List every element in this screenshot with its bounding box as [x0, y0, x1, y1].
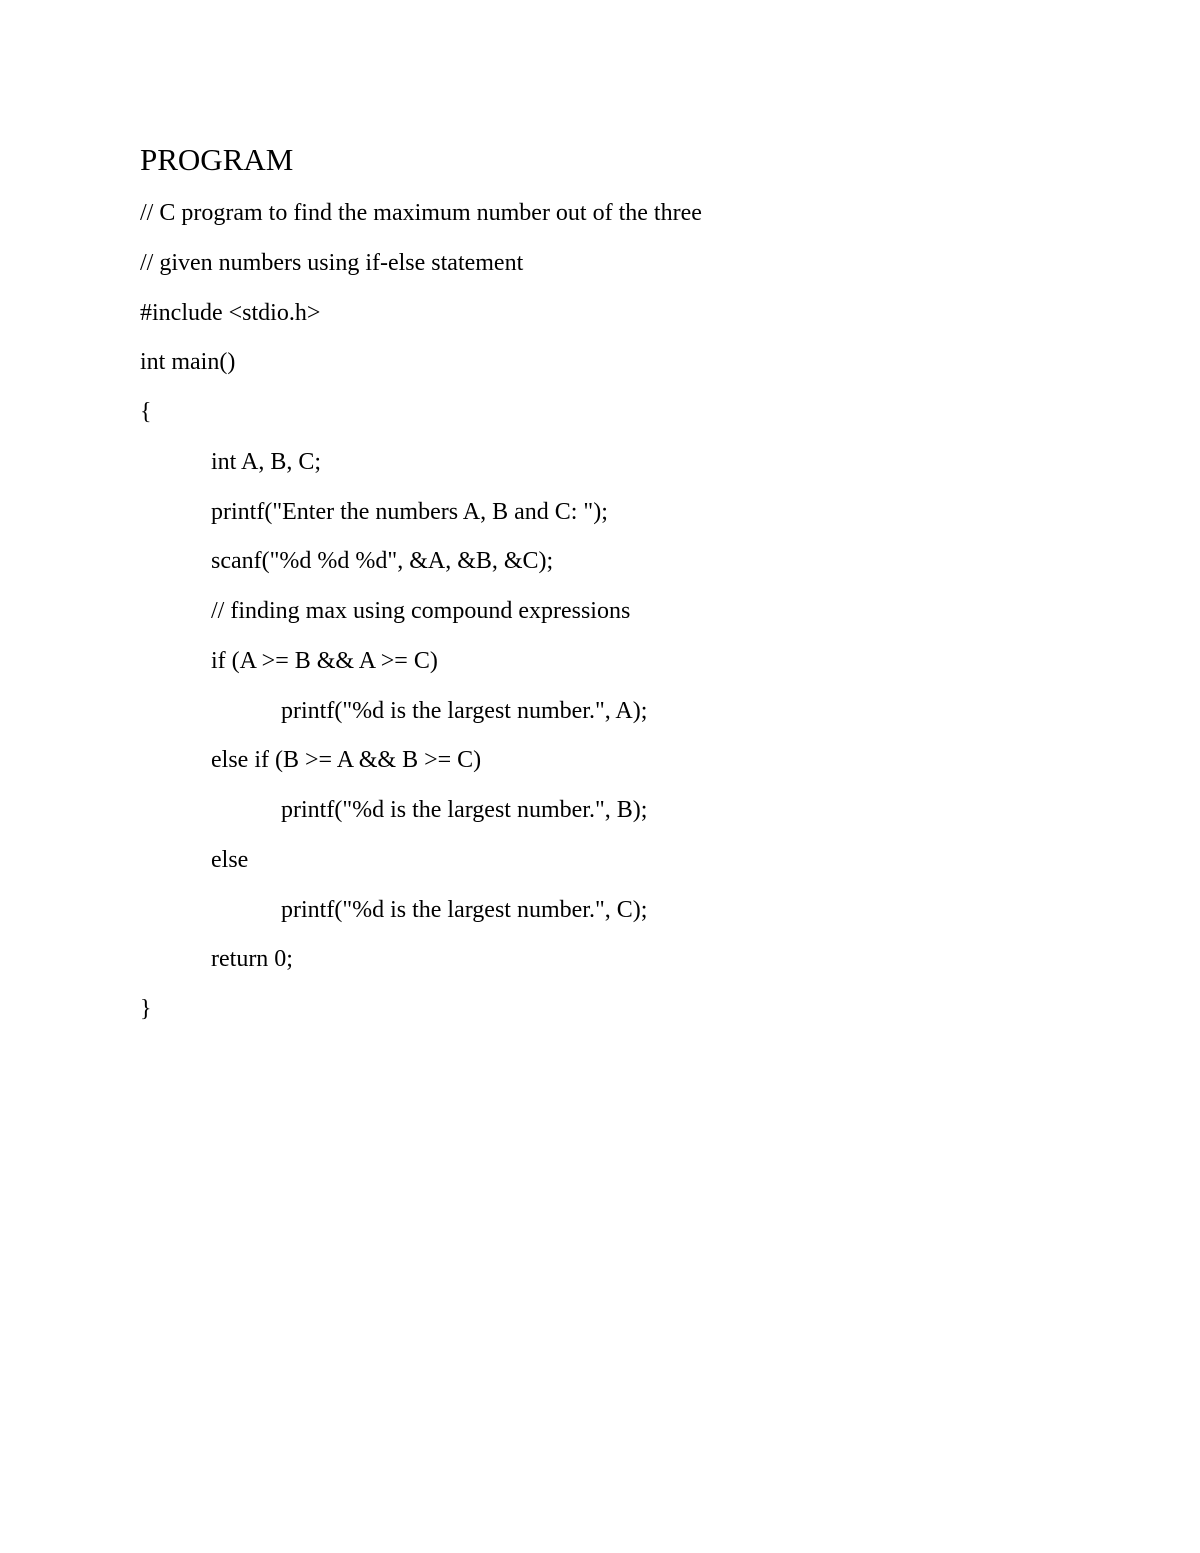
code-line: printf("%d is the largest number.", A); [281, 697, 648, 724]
code-line: return 0; [211, 946, 293, 973]
code-line: #include <stdio.h> [140, 299, 321, 326]
code-line: scanf("%d %d %d", &A, &B, &C); [211, 548, 554, 575]
code-line: int main() [140, 349, 236, 376]
code-line: printf("%d is the largest number.", B); [281, 797, 648, 823]
code-line: } [140, 996, 152, 1022]
code-line: else if (B >= A && B >= C) [211, 747, 482, 774]
code-listing [140, 196, 702, 1042]
page-title: PROGRAM [140, 142, 294, 177]
code-line: int A, B, C; [211, 448, 322, 475]
code-line: { [140, 399, 152, 425]
code-line: if (A >= B && A >= C) [211, 647, 438, 674]
code-line: printf("%d is the largest number.", C); [281, 896, 648, 923]
code-line: // given numbers using if-else statement [140, 249, 524, 276]
code-line: printf("Enter the numbers A, B and C: "); [211, 498, 608, 525]
code-line: else [211, 846, 249, 873]
code-line: // C program to find the maximum number out of the three [140, 200, 702, 226]
code-line: // finding max using compound expressions [211, 598, 631, 624]
